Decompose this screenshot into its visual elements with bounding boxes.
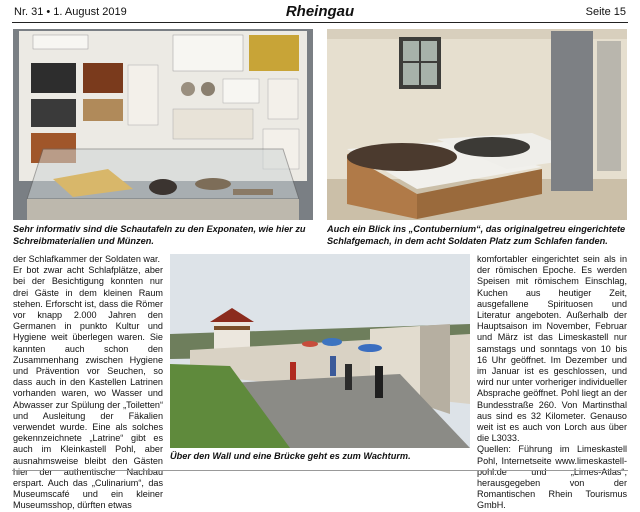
issue-date: Nr. 31 • 1. August 2019 [14, 6, 127, 18]
photo-display-case [13, 29, 313, 220]
article-column-right: komfortabler eingerichtet sein als in der römischen Epoche. Es werden Speisen mit römischem Einschlag, Kuchen aus heutiger Zeit, ausgefallene Spirituosen und Literatur angeboten. Außerhalb der Hauptsaison im November, Februar und März ist das Limeskastell nur samstags und sonntags von 10 bis 16 Uhr geöffnet. Im Dezember und im Januar ist es geschlossen, und wird nur unter vorheriger individueller Absprache geöffnet. Pohl liegt an der Bundesstraße 260. Von Martinsthal aus sind es 32 Kilometer. Genauso weit ist es auch von Lorch aus über die L3033. Quellen: Führung im Limeskastell Pohl, Internetseite www.limeskastell-pohl.de und „Limes-Atlas“, herausgegeben von der Romantischen Rhein Tourismus GmbH. [477, 254, 627, 511]
page-number: Seite 15 [585, 6, 626, 18]
header-rule [12, 22, 628, 23]
caption-wall-watchtower: Über den Wall und eine Brücke geht es zum Wachturm. [170, 451, 411, 461]
photo-wall-watchtower [170, 254, 470, 448]
section-title: Rheingau [285, 3, 355, 20]
caption-display-case: Sehr informativ sind die Schautafeln zu den Exponaten, wie hier zu Schreibmaterialien und Münzen. [13, 224, 306, 246]
footer-rule [12, 470, 628, 471]
article-column-left: der Schlafkammer der Soldaten war. Er bot zwar acht Schlafplätze, aber bei der Besichtigung konnten nur drei Gäste in dem kleinen Raum stehen. Erforscht ist, dass die Römer vor knapp 2.000 Jahren den Germanen in punkto Kultur und Hygiene weit überlegen waren. Sie kannten auch schon den Zusammenhang zwischen Hygiene und Prävention vor Seuchen, so dass auch in den Kastellen Latrinen vorhanden waren, wo Wasser und Abwasser zur Spülung der „Toiletten“ und Ausleitung der Fäkalien verwendet wurde. Eine als solches gekennzeichnete „Latrine“ gibt es auch im Kleinkastell Pohl, aber ausnahmsweise bleibt den Gästen hier der authentische Nachbau erspart. Auch das „Culinarium“, das Museumscafé und ein kleiner Museumsshop, dürften etwas [13, 254, 163, 511]
photo-sleeping-room [327, 29, 627, 220]
caption-sleeping-room: Auch ein Blick ins „Contubernium“, das originalgetreu eingerichtete Schlafgemach, in dem acht Soldaten Platz zum Schlafen fanden. [327, 224, 626, 246]
